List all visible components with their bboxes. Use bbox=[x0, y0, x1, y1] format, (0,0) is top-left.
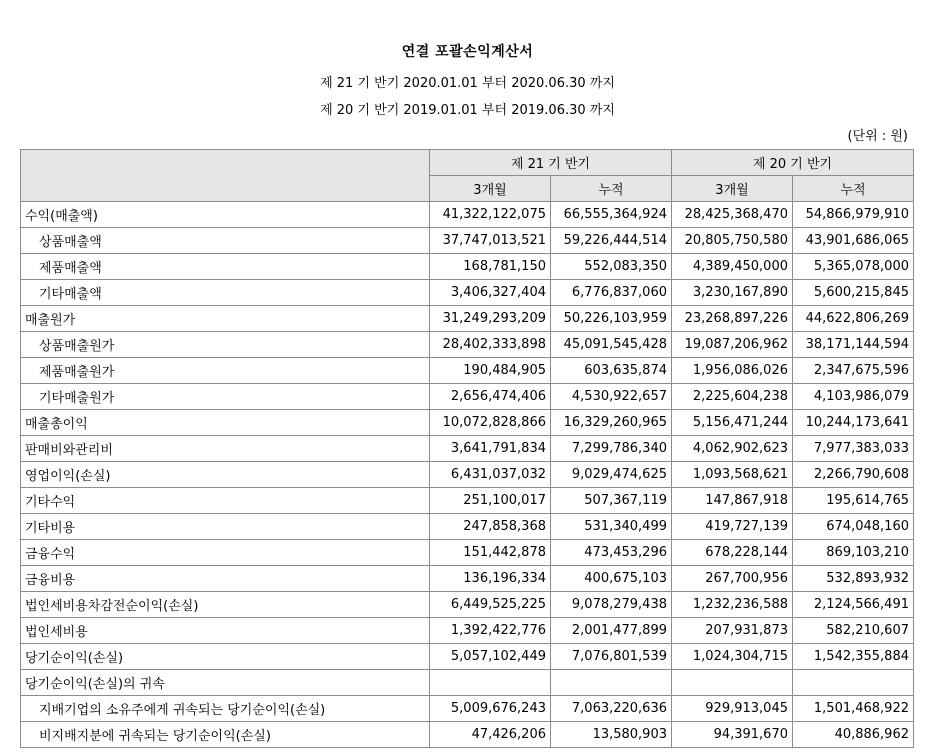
row-value: 207,931,873 bbox=[672, 618, 793, 644]
row-value: 869,103,210 bbox=[793, 540, 914, 566]
row-value: 3,641,791,834 bbox=[430, 436, 551, 462]
table-row bbox=[21, 722, 914, 748]
row-value: 1,956,086,026 bbox=[672, 358, 793, 384]
row-value: 45,091,545,428 bbox=[551, 332, 672, 358]
header-prior-period: 제 20 기 반기 bbox=[672, 150, 914, 176]
row-value: 10,244,173,641 bbox=[793, 410, 914, 436]
row-label: 수익(매출액) bbox=[21, 202, 430, 228]
row-value: 3,406,327,404 bbox=[430, 280, 551, 306]
row-value: 4,530,922,657 bbox=[551, 384, 672, 410]
row-value: 37,747,013,521 bbox=[430, 228, 551, 254]
row-value: 23,268,897,226 bbox=[672, 306, 793, 332]
table-row bbox=[21, 280, 914, 306]
table-row bbox=[21, 358, 914, 384]
row-value bbox=[793, 670, 914, 696]
row-label: 법인세비용차감전순이익(손실) bbox=[21, 592, 430, 618]
header-current-3m: 3개월 bbox=[430, 176, 551, 202]
table-row bbox=[21, 618, 914, 644]
table-row bbox=[21, 592, 914, 618]
row-value: 532,893,932 bbox=[793, 566, 914, 592]
row-label: 상품매출원가 bbox=[21, 332, 430, 358]
row-value: 41,322,122,075 bbox=[430, 202, 551, 228]
row-value: 1,392,422,776 bbox=[430, 618, 551, 644]
table-row bbox=[21, 462, 914, 488]
table-row bbox=[21, 202, 914, 228]
row-value: 54,866,979,910 bbox=[793, 202, 914, 228]
row-label: 금융비용 bbox=[21, 566, 430, 592]
header-current-period: 제 21 기 반기 bbox=[430, 150, 672, 176]
row-value: 59,226,444,514 bbox=[551, 228, 672, 254]
unit-label: (단위 : 원) bbox=[847, 129, 908, 144]
row-value: 674,048,160 bbox=[793, 514, 914, 540]
table-row bbox=[21, 228, 914, 254]
row-value: 7,977,383,033 bbox=[793, 436, 914, 462]
table-row bbox=[21, 696, 914, 722]
row-value: 1,501,468,922 bbox=[793, 696, 914, 722]
row-value: 1,024,304,715 bbox=[672, 644, 793, 670]
row-value: 7,299,786,340 bbox=[551, 436, 672, 462]
row-label: 영업이익(손실) bbox=[21, 462, 430, 488]
row-label: 법인세비용 bbox=[21, 618, 430, 644]
row-value: 2,225,604,238 bbox=[672, 384, 793, 410]
row-value: 267,700,956 bbox=[672, 566, 793, 592]
row-value: 2,347,675,596 bbox=[793, 358, 914, 384]
table-row bbox=[21, 644, 914, 670]
row-value: 44,622,806,269 bbox=[793, 306, 914, 332]
header-row-period bbox=[21, 150, 914, 176]
row-value: 9,078,279,438 bbox=[551, 592, 672, 618]
table-row bbox=[21, 514, 914, 540]
row-label: 당기순이익(손실) bbox=[21, 644, 430, 670]
table-row bbox=[21, 254, 914, 280]
table-row bbox=[21, 332, 914, 358]
period-prior: 제 20 기 반기 2019.01.01 부터 2019.06.30 까지 bbox=[320, 103, 615, 118]
row-value: 13,580,903 bbox=[551, 722, 672, 748]
row-value: 247,858,368 bbox=[430, 514, 551, 540]
row-value: 136,196,334 bbox=[430, 566, 551, 592]
table-row bbox=[21, 540, 914, 566]
row-value: 28,425,368,470 bbox=[672, 202, 793, 228]
row-label: 기타매출원가 bbox=[21, 384, 430, 410]
row-label: 매출원가 bbox=[21, 306, 430, 332]
header-current-cumulative: 누적 bbox=[551, 176, 672, 202]
row-value: 419,727,139 bbox=[672, 514, 793, 540]
row-value: 9,029,474,625 bbox=[551, 462, 672, 488]
row-label: 기타비용 bbox=[21, 514, 430, 540]
row-value: 6,449,525,225 bbox=[430, 592, 551, 618]
row-value: 7,076,801,539 bbox=[551, 644, 672, 670]
row-value: 40,886,962 bbox=[793, 722, 914, 748]
statement-title: 연결 포괄손익계산서 bbox=[401, 44, 534, 60]
row-value: 5,156,471,244 bbox=[672, 410, 793, 436]
row-value: 400,675,103 bbox=[551, 566, 672, 592]
row-value: 43,901,686,065 bbox=[793, 228, 914, 254]
row-value: 20,805,750,580 bbox=[672, 228, 793, 254]
row-value: 47,426,206 bbox=[430, 722, 551, 748]
row-value bbox=[430, 670, 551, 696]
table-row bbox=[21, 670, 914, 696]
row-value: 28,402,333,898 bbox=[430, 332, 551, 358]
row-value: 195,614,765 bbox=[793, 488, 914, 514]
row-value: 531,340,499 bbox=[551, 514, 672, 540]
row-value: 582,210,607 bbox=[793, 618, 914, 644]
row-value: 31,249,293,209 bbox=[430, 306, 551, 332]
table-row bbox=[21, 566, 914, 592]
row-value: 190,484,905 bbox=[430, 358, 551, 384]
row-label: 제품매출액 bbox=[21, 254, 430, 280]
row-label: 지배기업의 소유주에게 귀속되는 당기순이익(손실) bbox=[21, 696, 430, 722]
row-value: 147,867,918 bbox=[672, 488, 793, 514]
income-statement-table bbox=[20, 149, 914, 748]
row-value: 168,781,150 bbox=[430, 254, 551, 280]
row-value: 507,367,119 bbox=[551, 488, 672, 514]
row-value: 2,124,566,491 bbox=[793, 592, 914, 618]
table-row bbox=[21, 384, 914, 410]
table-row bbox=[21, 436, 914, 462]
row-value: 678,228,144 bbox=[672, 540, 793, 566]
row-value: 66,555,364,924 bbox=[551, 202, 672, 228]
header-prior-cumulative: 누적 bbox=[793, 176, 914, 202]
row-label: 당기순이익(손실)의 귀속 bbox=[21, 670, 430, 696]
table-row bbox=[21, 306, 914, 332]
row-label: 비지배지분에 귀속되는 당기순이익(손실) bbox=[21, 722, 430, 748]
period-current: 제 21 기 반기 2020.01.01 부터 2020.06.30 까지 bbox=[320, 76, 615, 91]
row-value: 10,072,828,866 bbox=[430, 410, 551, 436]
row-value: 251,100,017 bbox=[430, 488, 551, 514]
row-value: 2,266,790,608 bbox=[793, 462, 914, 488]
row-value: 38,171,144,594 bbox=[793, 332, 914, 358]
row-value: 5,365,078,000 bbox=[793, 254, 914, 280]
row-value: 552,083,350 bbox=[551, 254, 672, 280]
row-value: 6,431,037,032 bbox=[430, 462, 551, 488]
table-row bbox=[21, 488, 914, 514]
row-label: 판매비와관리비 bbox=[21, 436, 430, 462]
row-value: 4,062,902,623 bbox=[672, 436, 793, 462]
statement-body bbox=[21, 202, 914, 748]
row-value: 1,542,355,884 bbox=[793, 644, 914, 670]
header-account bbox=[21, 150, 430, 202]
row-value: 6,776,837,060 bbox=[551, 280, 672, 306]
row-value: 94,391,670 bbox=[672, 722, 793, 748]
row-value: 5,057,102,449 bbox=[430, 644, 551, 670]
row-label: 기타수익 bbox=[21, 488, 430, 514]
row-value: 5,009,676,243 bbox=[430, 696, 551, 722]
row-value: 5,600,215,845 bbox=[793, 280, 914, 306]
row-value bbox=[672, 670, 793, 696]
row-value: 1,232,236,588 bbox=[672, 592, 793, 618]
row-value: 7,063,220,636 bbox=[551, 696, 672, 722]
row-label: 금융수익 bbox=[21, 540, 430, 566]
row-value: 3,230,167,890 bbox=[672, 280, 793, 306]
row-value: 1,093,568,621 bbox=[672, 462, 793, 488]
row-value: 4,103,986,079 bbox=[793, 384, 914, 410]
row-value: 151,442,878 bbox=[430, 540, 551, 566]
row-value: 4,389,450,000 bbox=[672, 254, 793, 280]
row-value: 929,913,045 bbox=[672, 696, 793, 722]
row-value: 19,087,206,962 bbox=[672, 332, 793, 358]
row-value: 603,635,874 bbox=[551, 358, 672, 384]
row-value: 2,656,474,406 bbox=[430, 384, 551, 410]
row-value: 50,226,103,959 bbox=[551, 306, 672, 332]
row-label: 기타매출액 bbox=[21, 280, 430, 306]
row-value: 16,329,260,965 bbox=[551, 410, 672, 436]
row-value: 2,001,477,899 bbox=[551, 618, 672, 644]
row-label: 상품매출액 bbox=[21, 228, 430, 254]
table-row bbox=[21, 410, 914, 436]
row-label: 매출총이익 bbox=[21, 410, 430, 436]
row-value bbox=[551, 670, 672, 696]
row-label: 제품매출원가 bbox=[21, 358, 430, 384]
header-prior-3m: 3개월 bbox=[672, 176, 793, 202]
row-value: 473,453,296 bbox=[551, 540, 672, 566]
